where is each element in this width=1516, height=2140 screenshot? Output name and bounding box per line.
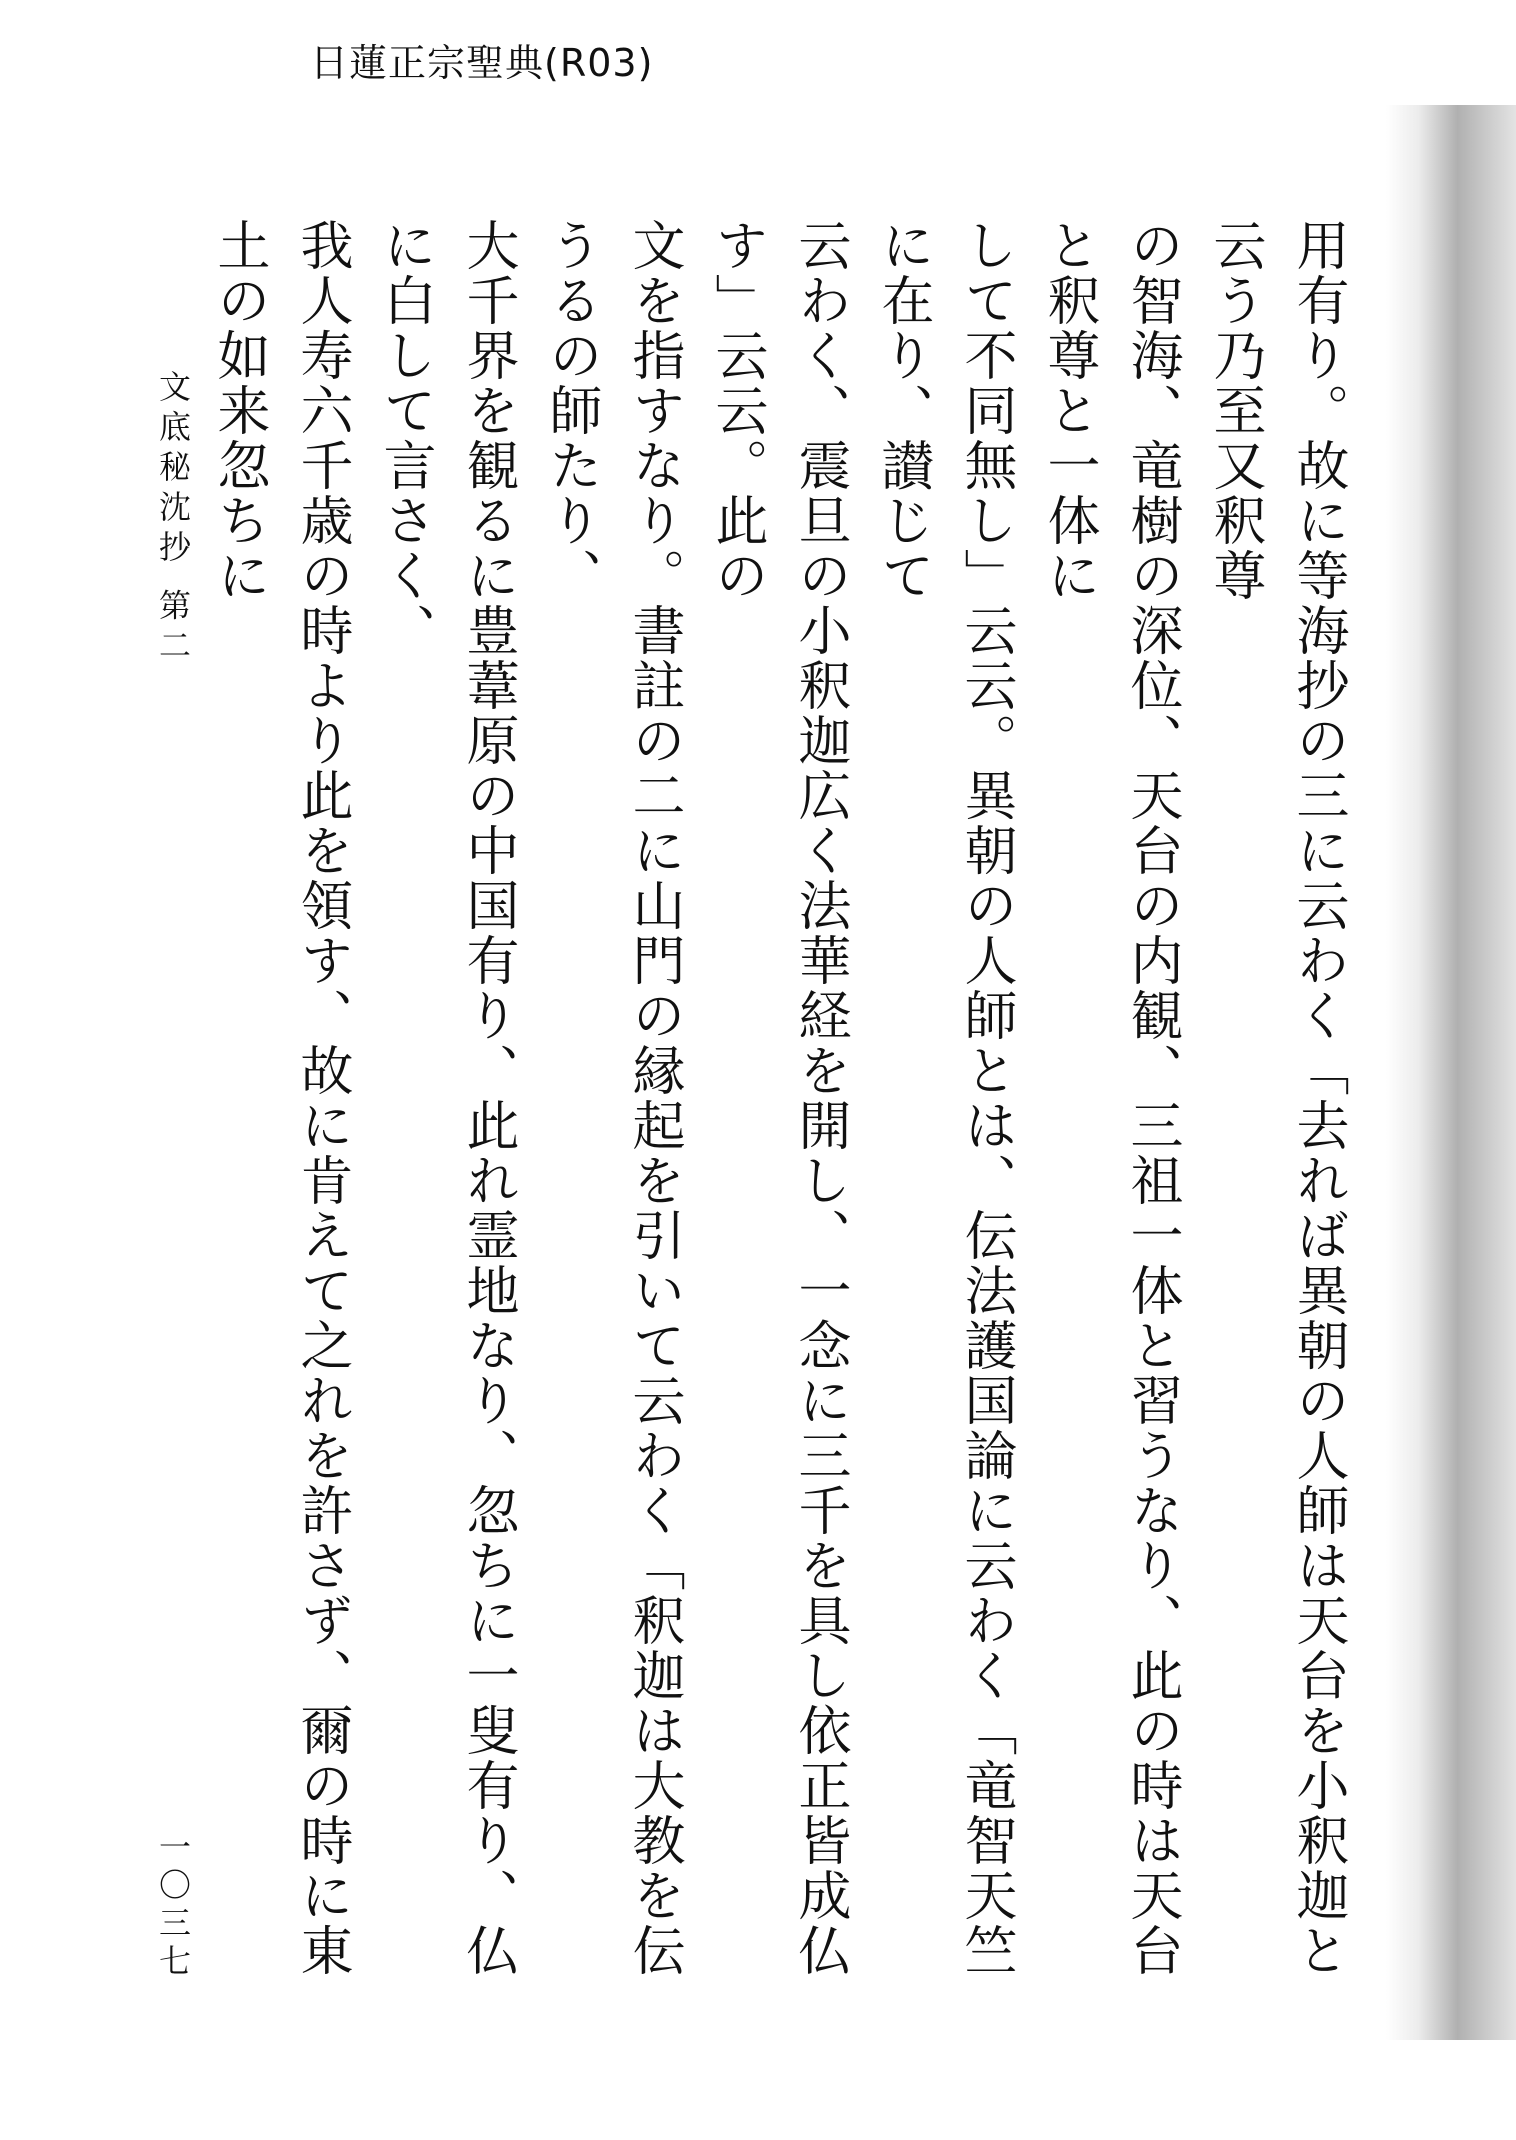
text-column: の智海、竜樹の深位、天台の内観、三祖一体と習うなり、此の時は天台と釈尊と一体に <box>1039 218 1183 1978</box>
book-title-header: 日蓮正宗聖典(R03) <box>310 41 654 85</box>
page-edge-shading <box>1386 105 1516 2040</box>
page-number: 一〇三七 <box>154 1830 192 1982</box>
text-column: 文を指すなり。書註の二に山門の縁起を引いて云わく「釈迦は大教を伝うるの師たり、 <box>541 218 685 1978</box>
text-column: して不同無し」云云。異朝の人師とは、伝法護国論に云わく「竜智天竺に在り、讃じて <box>873 218 1017 1978</box>
main-text <box>195 218 1360 2018</box>
text-column: 用有り。故に等海抄の三に云わく「去れば異朝の人師は天台を小釈迦と云う乃至又釈尊 <box>1205 218 1349 1978</box>
text-column: 大千界を観るに豊葦原の中国有り、此れ霊地なり、忽ちに一叟有り、仏に白して言さく、 <box>375 218 519 1978</box>
running-head: 文底秘沈抄 第二 <box>154 370 192 669</box>
text-column: 我人寿六千歳の時より此を領す、故に肯えて之れを許さず、爾の時に東土の如来忽ちに <box>209 218 353 1978</box>
text-column: 云わく、震旦の小釈迦広く法華経を開し、一念に三千を具し依正皆成仏す」云云。此の <box>707 218 851 1978</box>
